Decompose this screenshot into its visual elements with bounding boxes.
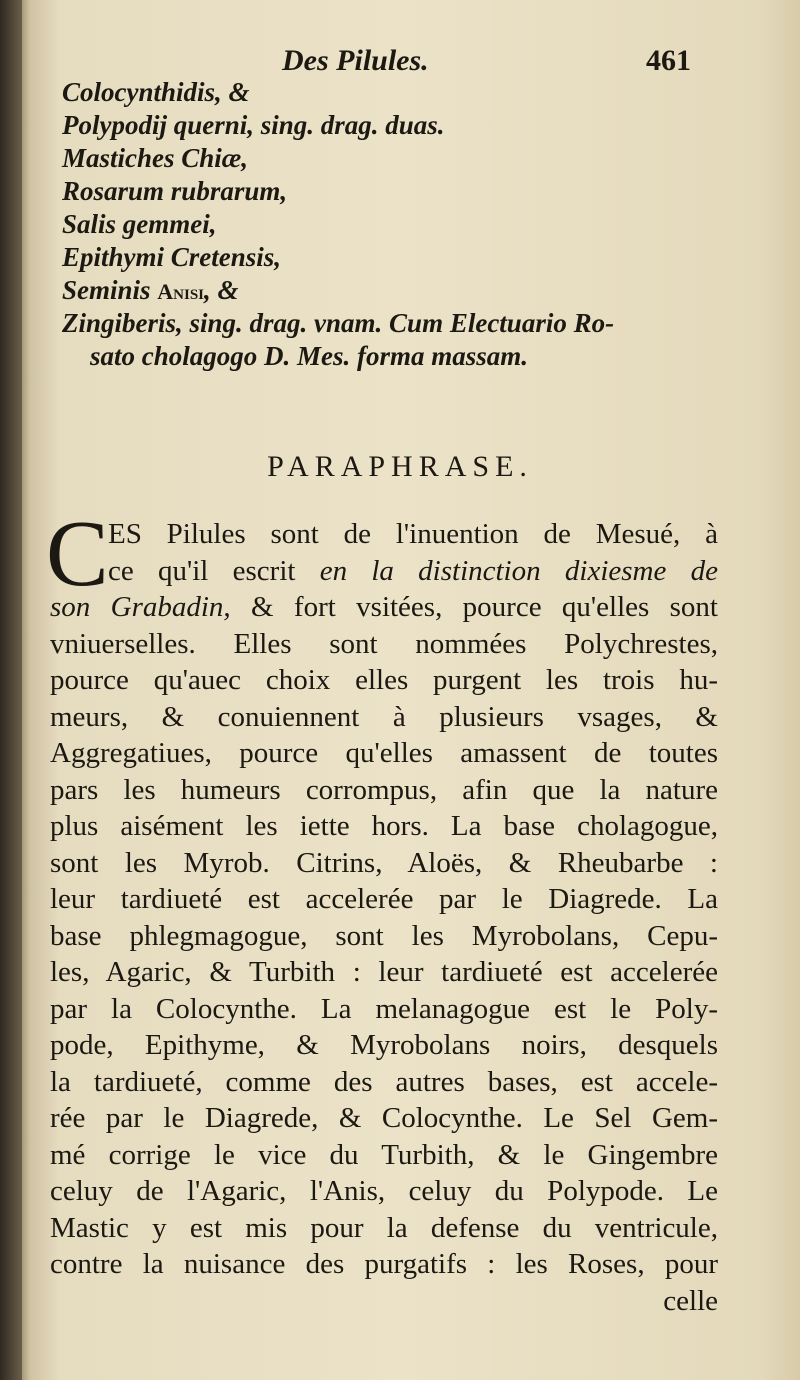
text-line: sont les Myrob. Citrins, Aloës, & Rheubarbe : bbox=[50, 846, 718, 879]
book-spine bbox=[0, 0, 22, 1380]
catchword: celle bbox=[663, 1284, 718, 1317]
recipe-line bbox=[62, 274, 722, 307]
text-line: contre la nuisance des purgatifs : les Roses, pour bbox=[50, 1248, 718, 1280]
text-line: les, Agaric, & Turbith : leur tardiueté est accelerée bbox=[50, 956, 718, 988]
text-line bbox=[50, 553, 718, 590]
recipe-line: Salis gemmei, bbox=[62, 209, 217, 239]
text-line: par la Colocynthe. La melanagogue est le Poly- bbox=[50, 992, 718, 1025]
text-line: celuy de l'Agaric, l'Anis, celuy du Polypode. Le bbox=[50, 1175, 718, 1207]
paraphrase-paragraph bbox=[50, 516, 718, 1319]
text-line: pource qu'auec choix elles purgent les trois hu- bbox=[50, 664, 718, 696]
text-span: ce qu'il escrit bbox=[108, 554, 320, 587]
text-line: pars les humeurs corrompus, afin que la nature bbox=[50, 773, 718, 806]
page-number: 461 bbox=[646, 44, 691, 77]
text-italic: son Grabadin, bbox=[50, 591, 231, 623]
text-line: pode, Epithyme, & Myrobolans noirs, desquels bbox=[50, 1029, 718, 1061]
section-heading: PARAPHRASE. bbox=[267, 450, 533, 483]
text-span: & fort vsitées, pource qu'elles sont bbox=[230, 591, 718, 623]
recipe-text-smallcaps: Anisi bbox=[157, 279, 205, 304]
text-line: ES Pilules sont de l'inuention de Mesué, à bbox=[108, 518, 718, 550]
recipe-line: sato cholagogo D. Mes. forma massam. bbox=[90, 341, 529, 371]
text-line: meurs, & conuiennent à plusieurs vsages, & bbox=[50, 700, 718, 733]
text-line: mé corrige le vice du Turbith, & le Gingembre bbox=[50, 1138, 718, 1171]
text-line: leur tardiueté est accelerée par le Diagrede. La bbox=[50, 883, 718, 915]
recipe-list bbox=[62, 76, 722, 373]
recipe-line: Colocynthidis, & bbox=[62, 77, 250, 107]
text-line bbox=[50, 589, 718, 626]
text-line: Aggregatiues, pource qu'elles amassent de toutes bbox=[50, 737, 718, 769]
recipe-line: Rosarum rubrarum, bbox=[62, 176, 288, 206]
recipe-text: Seminis bbox=[62, 275, 158, 305]
running-head: Des Pilules. bbox=[282, 44, 429, 77]
text-line: base phlegmagogue, sont les Myrobolans, Cepu- bbox=[50, 919, 718, 952]
text-line: Mastic y est mis pour la defense du ventricule, bbox=[50, 1211, 718, 1244]
recipe-line: Mastiches Chiæ, bbox=[62, 143, 249, 173]
text-line: vniuerselles. Elles sont nommées Polychrestes, bbox=[50, 627, 718, 660]
text-line: rée par le Diagrede, & Colocynthe. Le Sel Gem- bbox=[50, 1102, 718, 1134]
recipe-line: Zingiberis, sing. drag. vnam. Cum Electuario Ro- bbox=[62, 308, 615, 338]
page-header bbox=[0, 40, 800, 80]
drop-cap: C bbox=[46, 502, 109, 606]
recipe-line: Epithymi Cretensis, bbox=[62, 242, 282, 272]
text-line: la tardiueté, comme des autres bases, est accele- bbox=[50, 1065, 718, 1098]
recipe-line: Polypodij querni, sing. drag. duas. bbox=[62, 110, 445, 140]
text-line: plus aisément les iette hors. La base cholagogue, bbox=[50, 810, 718, 842]
recipe-text: , & bbox=[204, 275, 239, 305]
text-italic: en la distinction dixiesme de bbox=[319, 554, 718, 587]
